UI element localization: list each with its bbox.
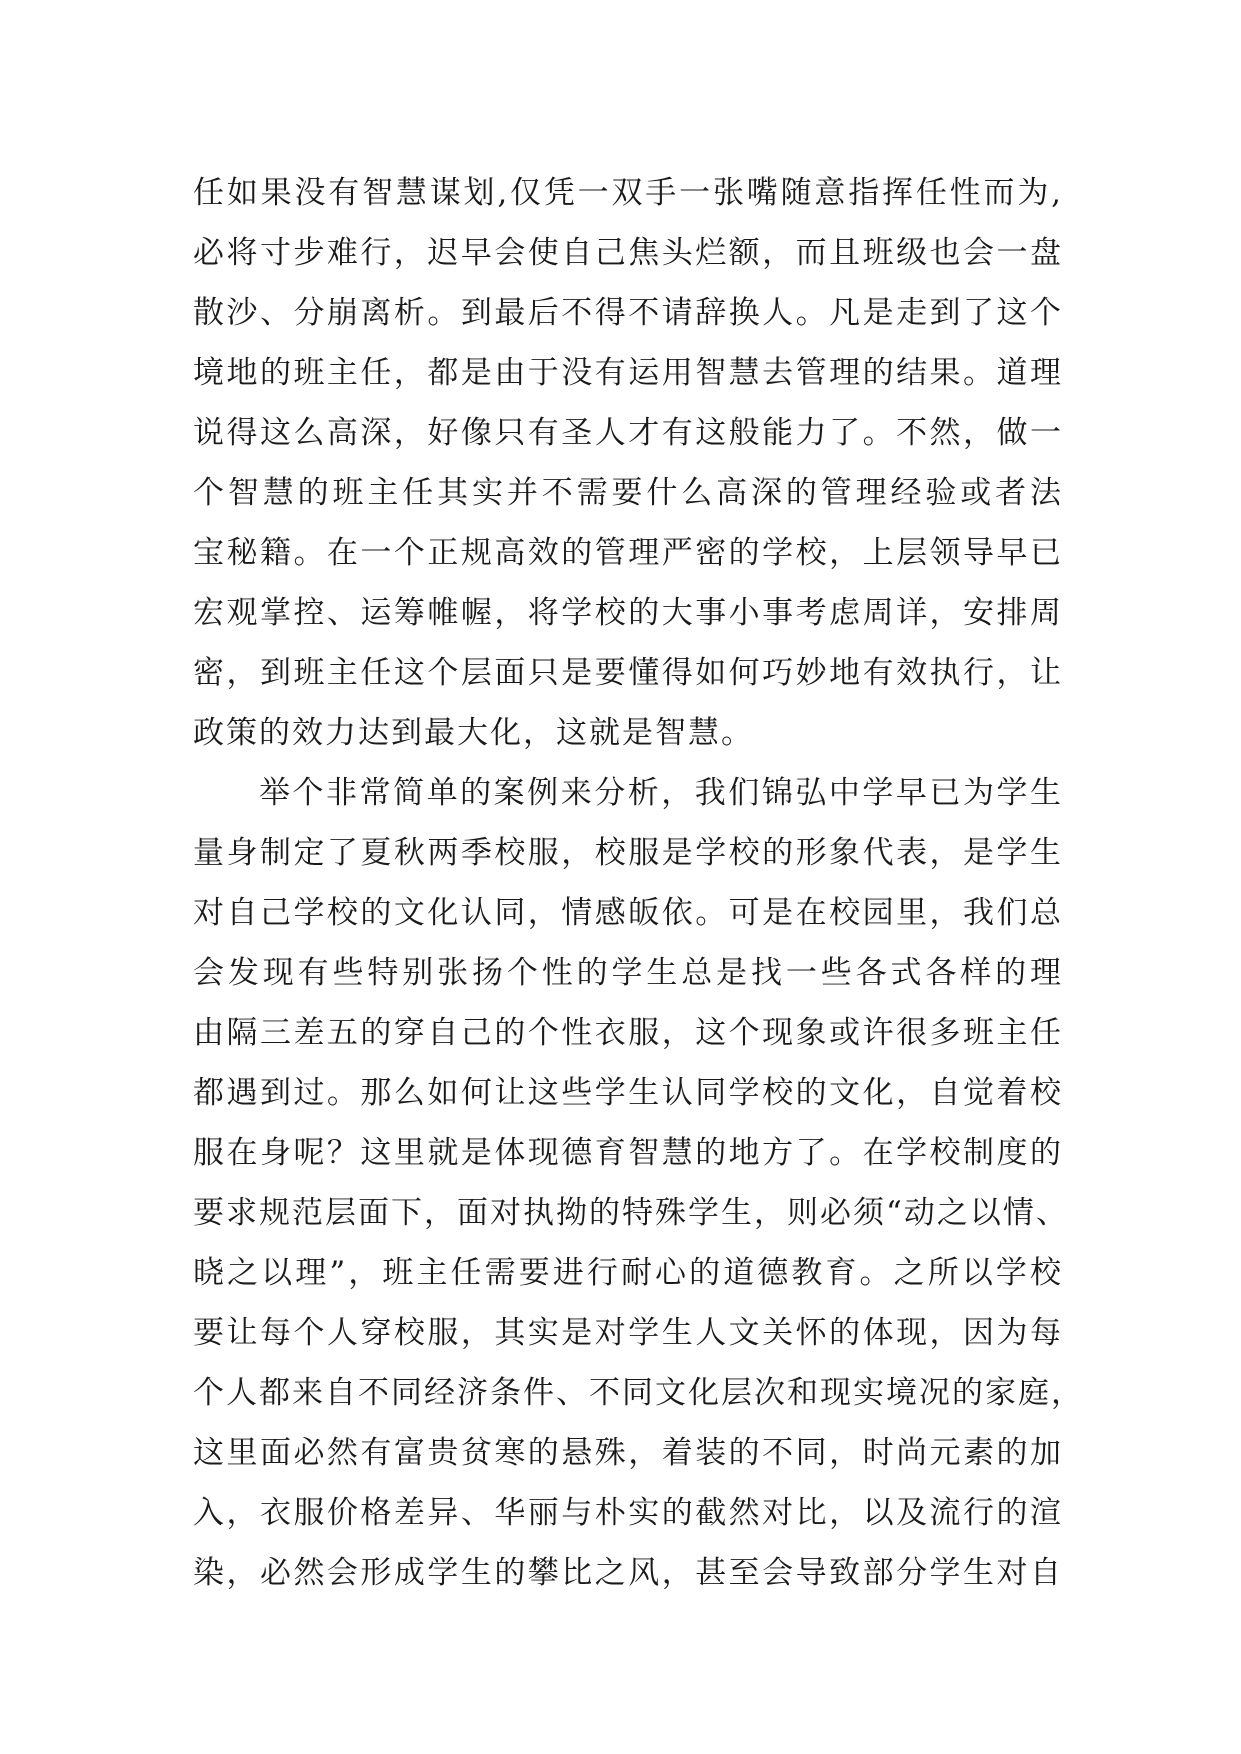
- text-line: 服在身呢？这里就是体现德育智慧的地方了。在学校制度的: [193, 1135, 1063, 1171]
- text-line: 要让每个人穿校服，其实是对学生人文关怀的体现，因为每: [193, 1315, 1063, 1351]
- text-line: 境地的班主任，都是由于没有运用智慧去管理的结果。道理: [193, 355, 1063, 391]
- paragraph-2: [193, 763, 1084, 1603]
- text-line: 染，必然会形成学生的攀比之风，甚至会导致部分学生对自: [193, 1555, 1063, 1591]
- text-line: 宏观掌控、运筹帷幄，将学校的大事小事考虑周详，安排周: [193, 595, 1063, 631]
- text-line: 由隔三差五的穿自己的个性衣服，这个现象或许很多班主任: [193, 1015, 1063, 1051]
- text-line: 任如果没有智慧谋划,仅凭一双手一张嘴随意指挥任性而为,: [193, 175, 1063, 211]
- text-line: 个智慧的班主任其实并不需要什么高深的管理经验或者法: [193, 475, 1063, 511]
- text-line: 个人都来自不同经济条件、不同文化层次和现实境况的家庭，: [193, 1375, 1084, 1411]
- text-line: 宝秘籍。在一个正规高效的管理严密的学校，上层领导早已: [193, 535, 1063, 571]
- text-line: 这里面必然有富贵贫寒的悬殊，着装的不同，时尚元素的加: [193, 1435, 1063, 1471]
- text-line: 说得这么高深，好像只有圣人才有这般能力了。不然，做一: [193, 415, 1063, 451]
- text-line: 要求规范层面下，面对执拗的特殊学生，则必须“动之以情、: [193, 1195, 1069, 1231]
- body-text: [193, 163, 1084, 1603]
- text-line: 对自己学校的文化认同，情感皈依。可是在校园里，我们总: [193, 895, 1063, 931]
- text-line: 晓之以理”，班主任需要进行耐心的道德教育。之所以学校: [193, 1255, 1063, 1291]
- text-line: 举个非常简单的案例来分析，我们锦弘中学早已为学生: [259, 775, 1063, 811]
- text-line: 会发现有些特别张扬个性的学生总是找一些各式各样的理: [193, 955, 1063, 991]
- text-line: 都遇到过。那么如何让这些学生认同学校的文化，自觉着校: [193, 1075, 1063, 1111]
- text-line: 入，衣服价格差异、华丽与朴实的截然对比，以及流行的渲: [193, 1495, 1063, 1531]
- paragraph-1: [193, 163, 1063, 763]
- text-line: 密，到班主任这个层面只是要懂得如何巧妙地有效执行，让: [193, 655, 1063, 691]
- text-line: 量身制定了夏秋两季校服，校服是学校的形象代表，是学生: [193, 835, 1063, 871]
- text-line: 必将寸步难行，迟早会使自己焦头烂额，而且班级也会一盘: [193, 235, 1063, 271]
- text-line: 政策的效力达到最大化，这就是智慧。: [193, 715, 754, 751]
- text-line: 散沙、分崩离析。到最后不得不请辞换人。凡是走到了这个: [193, 295, 1063, 331]
